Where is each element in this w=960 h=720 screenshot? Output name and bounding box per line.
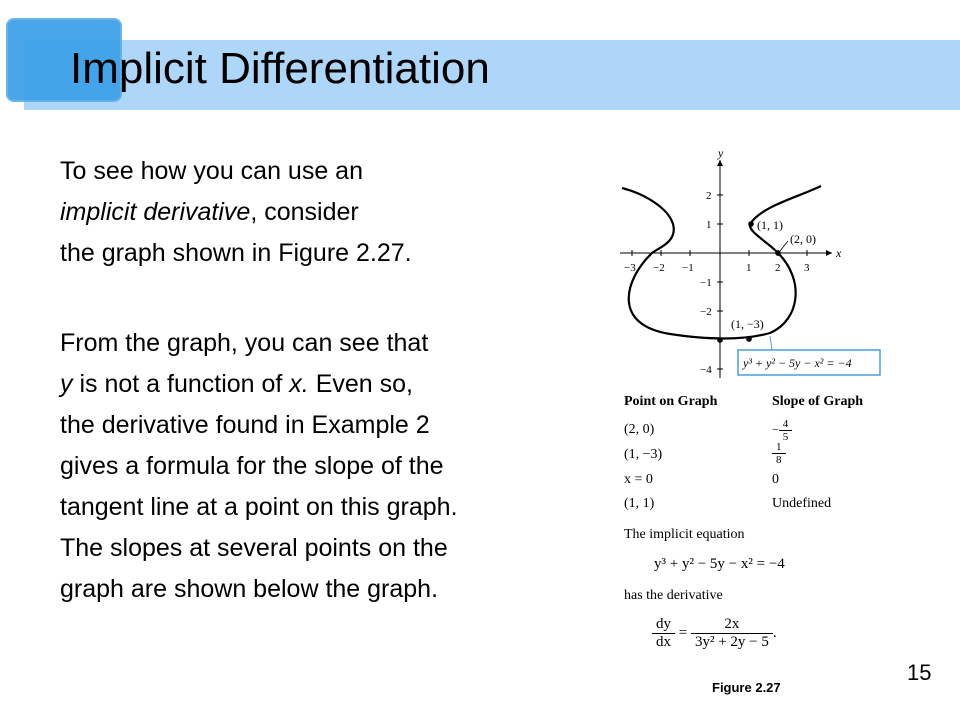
y-tick-1: 1: [706, 219, 712, 231]
table-point-1: (1, −3): [624, 447, 663, 462]
explanation-line-2-mid: is not a function of: [72, 370, 290, 398]
derivative-label: has the derivative: [624, 588, 723, 603]
table-header-point: Point on Graph: [624, 394, 718, 409]
x-tick-2: 2: [775, 262, 781, 274]
y-axis-arrow: [717, 160, 723, 166]
table-slope-3: Undefined: [772, 496, 832, 511]
explanation-line-1: From the graph, you can see that: [60, 329, 429, 357]
var-y: y: [60, 370, 73, 398]
y-tick-2: 2: [706, 190, 712, 202]
explanation-paragraph: [60, 323, 458, 610]
deriv-numerator: 2x: [691, 616, 773, 634]
explanation-line-4: gives a formula for the slope of the: [60, 452, 444, 480]
slope-table-area: [600, 390, 900, 670]
point-1-1: [748, 221, 754, 227]
explanation-line-7: graph are shown below the graph.: [60, 575, 439, 603]
x-tick-1: 1: [746, 262, 752, 274]
table-point-3: (1, 1): [624, 496, 655, 511]
implicit-equation: y³ + y² − 5y − x² = −4: [654, 556, 785, 572]
x-tick-neg3: −3: [624, 262, 636, 274]
intro-paragraph: [60, 151, 412, 274]
dydx-numerator: dy: [652, 616, 675, 634]
figure-caption: Figure 2.27: [712, 680, 781, 695]
explanation-line-5: tangent line at a point on this graph.: [60, 493, 458, 521]
explanation-line-2-rest: Even so,: [308, 370, 413, 398]
point-label-1-neg3: (1, −3): [731, 317, 764, 331]
implicit-equation-label: The implicit equation: [624, 527, 745, 542]
derivative-formula: $\frac{dy}{dx}$ = $\frac{2x}{\text{3y² + 2y − 5}}$ .: [652, 616, 777, 651]
y-tick-neg1: −1: [700, 277, 712, 289]
explanation-line-2: [60, 364, 458, 405]
y-tick-neg4: −4: [700, 364, 712, 376]
table-point-0: (2, 0): [624, 422, 655, 437]
x-tick-neg1: −1: [682, 262, 694, 274]
point-label-1-1: (1, 1): [757, 218, 783, 232]
page-number: 15: [907, 660, 932, 685]
intro-line-2: [60, 192, 412, 233]
deriv-denominator: 3y² + 2y − 5: [694, 634, 769, 650]
intro-line-2-rest: , consider: [250, 198, 359, 226]
x-axis-arrow: [826, 250, 832, 256]
x-axis-label: x: [836, 246, 842, 260]
var-x: x.: [289, 370, 309, 398]
dydx-denominator: dx: [656, 634, 671, 650]
table-slope-0: − $\frac{4}{5}$: [772, 418, 792, 443]
slide-title: Implicit Differentiation: [70, 44, 490, 93]
intro-line-3: the graph shown in Figure 2.27.: [60, 239, 412, 267]
point-label-2-0-leader: [780, 241, 788, 251]
point-2-0: [775, 250, 781, 256]
table-header-slope: Slope of Graph: [772, 394, 864, 409]
equation-box-text: y³ + y² − 5y − x² = −4: [743, 356, 852, 370]
point-label-2-0: (2, 0): [790, 232, 816, 246]
x-tick-3: 3: [804, 262, 810, 274]
equation-callout-leader: [770, 336, 772, 350]
y-tick-neg2: −2: [700, 306, 712, 318]
point-x0: [717, 337, 723, 343]
explanation-line-6: The slopes at several points on the: [60, 534, 448, 562]
intro-line-1: To see how you can use an: [60, 157, 363, 185]
curve-left-branch: [622, 188, 674, 253]
table-slope-2: 0: [772, 472, 779, 487]
y-axis-label: y: [718, 150, 724, 160]
table-slope-1: $\frac{1}{8}$: [772, 441, 786, 466]
curve-graph: [600, 150, 900, 385]
table-point-2: x = 0: [624, 472, 653, 487]
intro-italic-term: implicit derivative: [60, 198, 251, 226]
x-tick-neg2: −2: [653, 262, 665, 274]
point-1-neg3: [746, 336, 752, 342]
explanation-line-3: the derivative found in Example 2: [60, 411, 430, 439]
